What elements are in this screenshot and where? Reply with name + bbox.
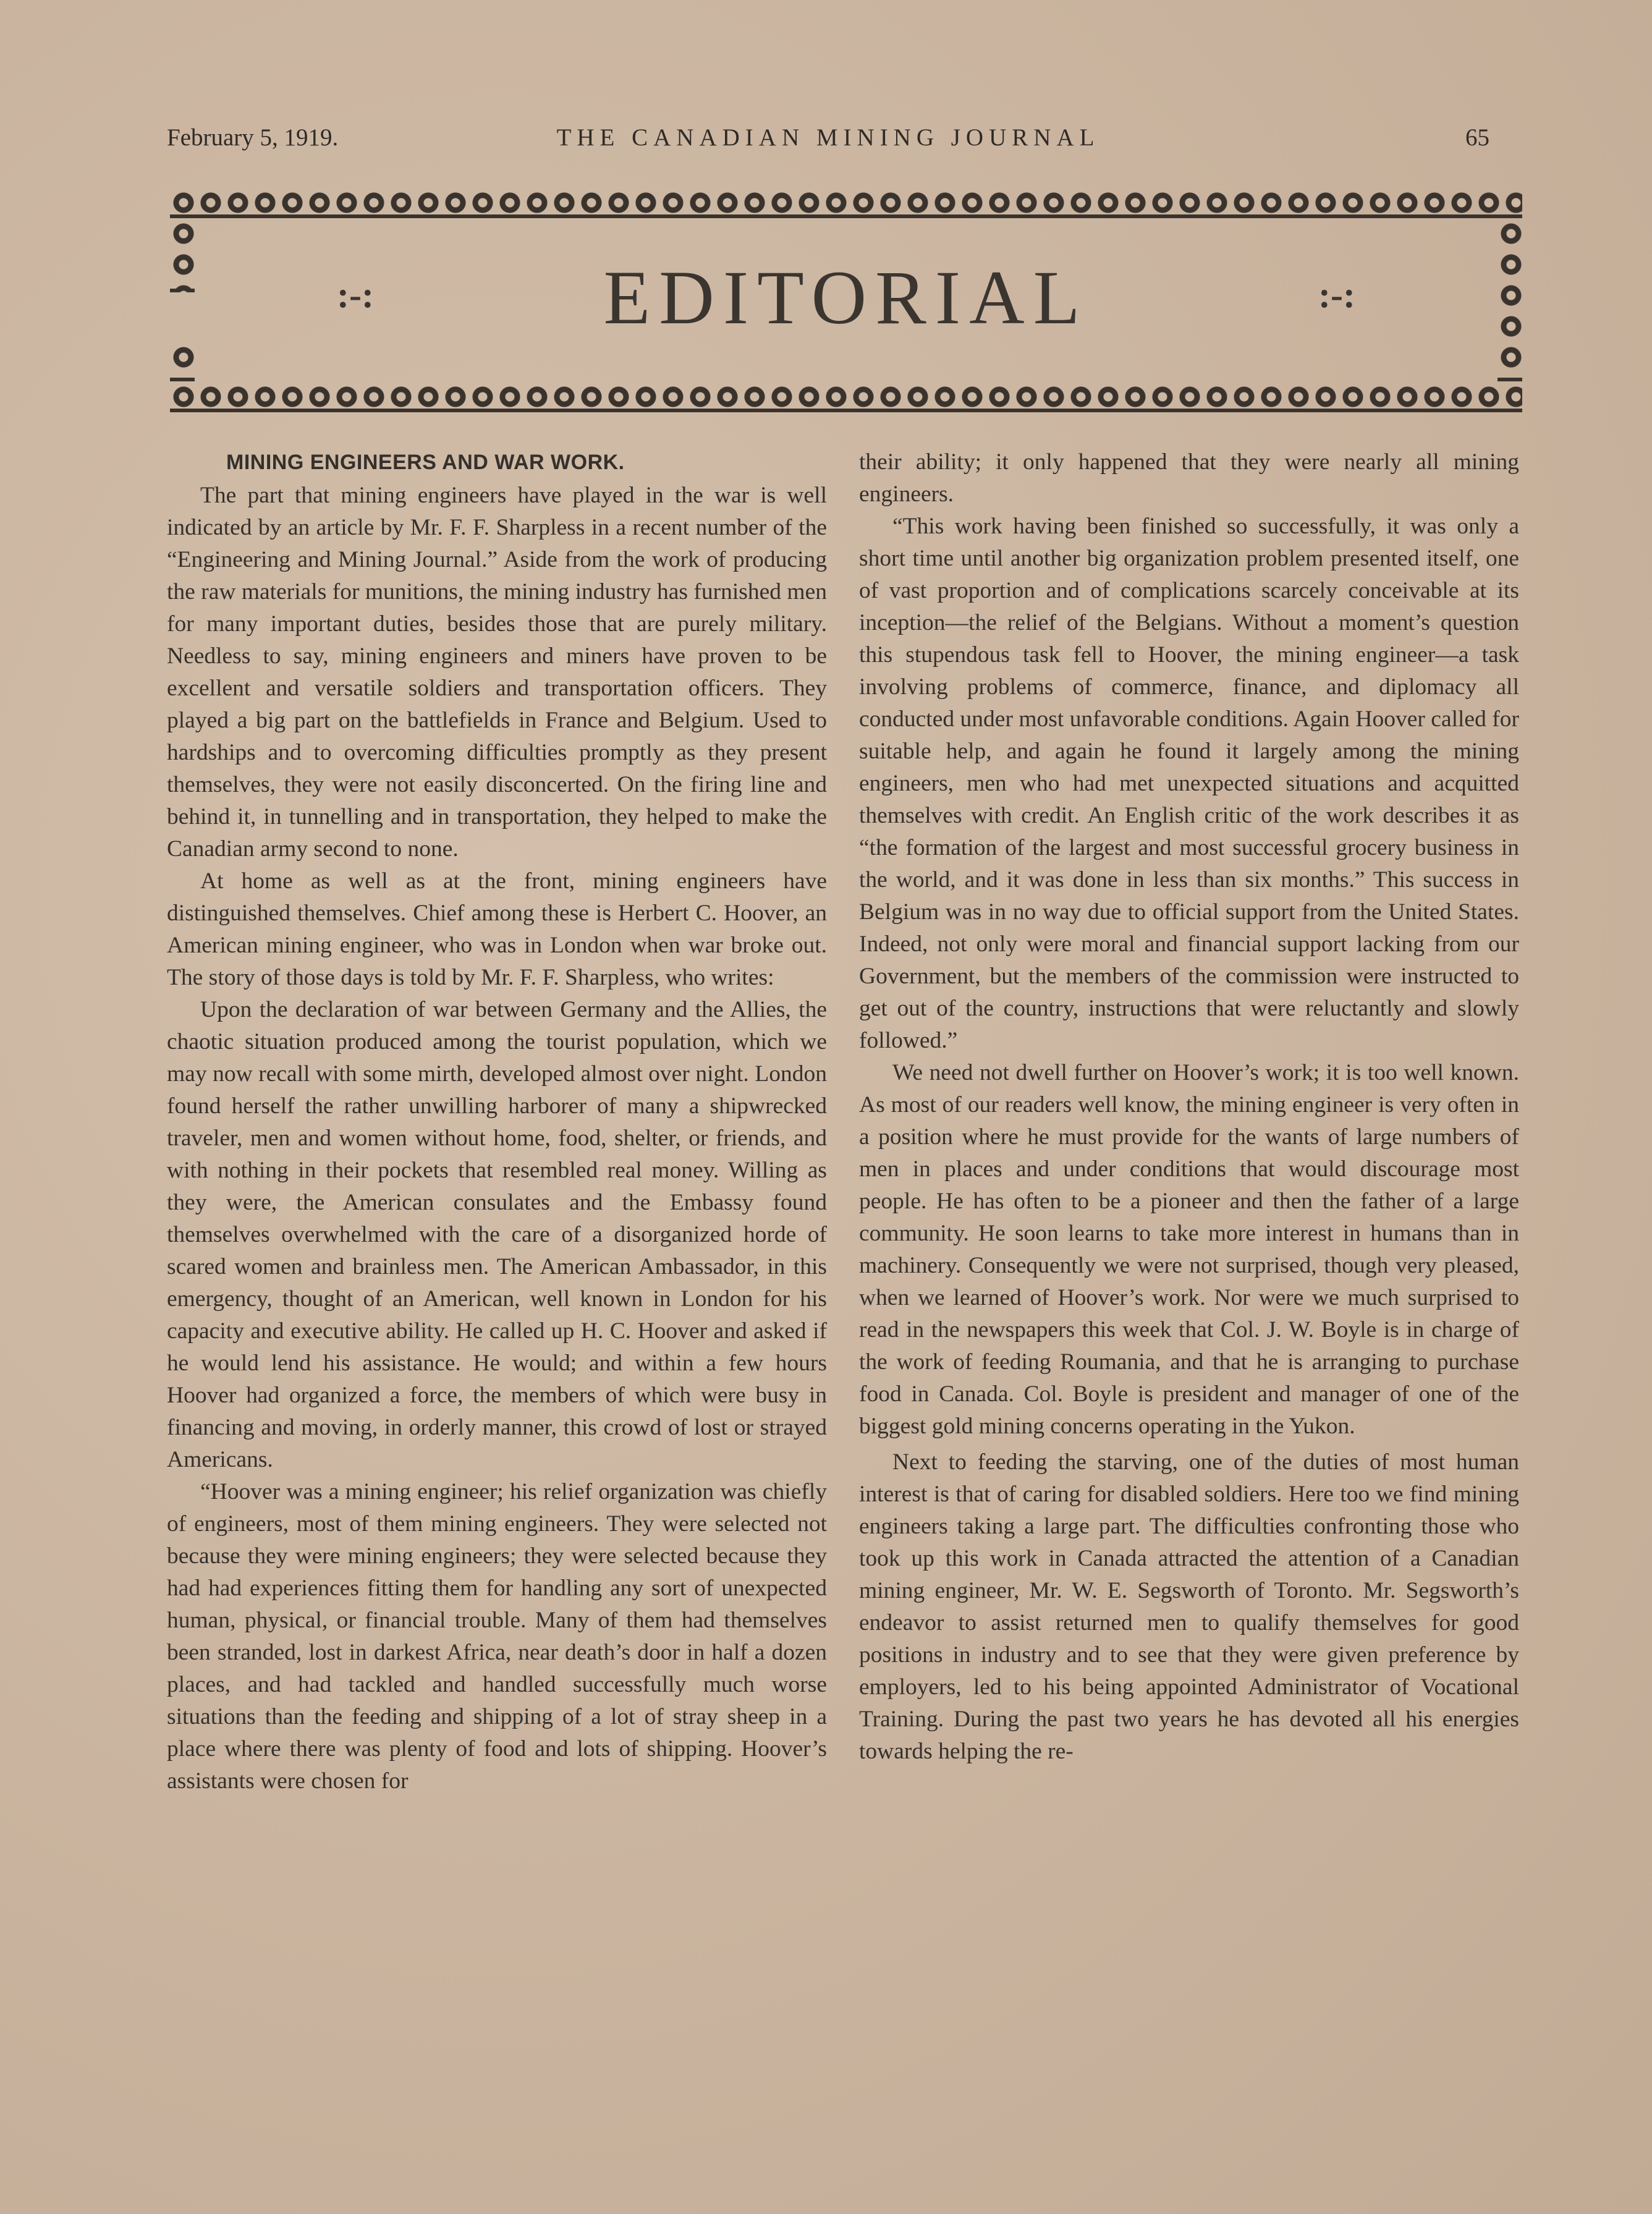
paragraph: Next to feeding the starving, one of the duties of most human interest is that of caring for disabled soldiers. Here too we find mining engineers taking a large part. The difficulties confronting those who took up this work in Canada attracted the attention of a Canadian mining engineer, Mr. W. E. Segsworth of Toronto. Mr. Segsworth’s endeavor to assist returned men to qualify themselves for good positions in industry and to see that they were given preference by employers, led to his being appointed Administrator of Vocational Training. During the past two years he has devoted all his energies towards helping the re- — [859, 1449, 1519, 1764]
ornamental-border-left-lower — [170, 342, 195, 381]
title-ornament-right: :-: — [1318, 274, 1355, 315]
paragraph: Upon the declaration of war between Germany and the Allies, the chaotic situation produced among the tourist population, which we may now recall with some mirth, developed almost over night. London found herself the rather unwilling harborer of many a shipwrecked traveler, men and women without home, food, shelter, or friends, and with nothing in their pockets that resembled real money. Willing as they were, the American consulates and the Embassy found themselves overwhelmed with the care of a disorganized horde of scared women and brainless men. The American Ambassador, in this emergency, thought of an American, well known in London for his capacity and executive ability. He called up H. C. Hoover and asked if he would lend his assistance. He would; and within a few hours Hoover had organized a force, the members of which were busy in financing and moving, in orderly manner, this crowd of lost or strayed Americans. — [167, 997, 827, 1472]
page-number: 65 — [1465, 124, 1489, 151]
paragraph: The part that mining engineers have played in the war is well indicated by an article by Mr. F. F. Sharpless in a recent number of the “Engineering and Mining Journal.” Aside from the work of producing the raw materials for munitions, the mining industry has furnished men for many important duties, besides those that are purely military. Needless to say, mining engineers and miners have proven to be excellent and versatile soldiers and transportation officers. They played a big part on the battlefields in France and Belgium. Used to hardships and to overcoming difficulties promptly as they present themselves, they were not easily disconcerted. On the firing line and behind it, in tunnelling and in transportation, they helped to make the Canadian army second to none. — [167, 483, 827, 862]
ornamental-border-bottom — [170, 381, 1522, 412]
ornamental-border-top — [170, 187, 1522, 218]
paragraph: “This work having been finished so successfully, it was only a short time until another big organization problem presented itself, one of vast proportion and of complications scarcely conceivable at its inception—the relief of the Belgians. Without a moment’s question this stupendous task fell to Hoover, the mining engineer—a task involving problems of commerce, finance, and diplomacy all conducted under most unfavorable conditions. Again Hoover called for suitable help, and again he found it largely among the mining engineers, men who had met unexpected situations and acquitted themselves with credit. An English critic of the work describes it as “the formation of the largest and most successful grocery business in the world, and it was done in less than six months.” This success in Belgium was in no way due to official support from the United States. Indeed, not only were moral and financial support lacking from our Government, but the members of the commission were instructed to get out of the country, instructions that were reluctantly and slowly followed.” — [859, 514, 1519, 1053]
paragraph: “Hoover was a mining engineer; his relief organization was chiefly of engineers, most of them mining engineers. They were selected not because they were mining engineers; they were selected because they had had experiences fitting them for handling any sort of unexpected human, physical, or financial trouble. Many of them had themselves been stranded, lost in darkest Africa, near death’s door in half a dozen places, and had tackled and handled successfully much worse situations than the feeding and shipping of a lot of stray sheep in a place where there was plenty of food and lots of shipping. Hoover’s assistants were chosen for — [167, 1479, 827, 1794]
journal-title: THE CANADIAN MINING JOURNAL — [556, 124, 1100, 151]
running-head — [167, 124, 1489, 161]
paragraph: At home as well as at the front, mining engineers have distinguished themselves. Chief among these is Herbert C. Hoover, an American mining engineer, who was in London when war broke out. The story of those days is told by Mr. F. F. Sharpless, who writes: — [167, 868, 827, 990]
section-title: EDITORIAL — [603, 255, 1089, 340]
editorial-banner — [170, 187, 1522, 412]
paragraph: their ability; it only happened that they were nearly all mining engineers. — [859, 449, 1519, 507]
paragraph: We need not dwell further on Hoover’s work; it is too well known. As most of our readers well know, the mining engineer is very often in a position where he must provide for the wants of large numbers of men in places and under conditions that would discourage most people. He has often to be a pioneer and then the father of a large community. He soon learns to take more interest in humans than in machinery. Consequently we were not surprised, though very pleased, when we learned of Hoover’s work. Nor were we much surprised to read in the newspapers this week that Col. J. W. Boyle is in charge of the work of feeding Roumania, and that he is arranging to purchase food in Canada. Col. Boyle is president and manager of one of the biggest gold mining concerns operating in the Yukon. — [859, 1060, 1519, 1439]
title-ornament-left: :-: — [337, 274, 374, 315]
issue-date: February 5, 1919. — [167, 124, 339, 151]
column-left — [167, 446, 827, 1797]
column-right — [859, 446, 1519, 1768]
article-heading: MINING ENGINEERS AND WAR WORK. — [226, 451, 625, 474]
